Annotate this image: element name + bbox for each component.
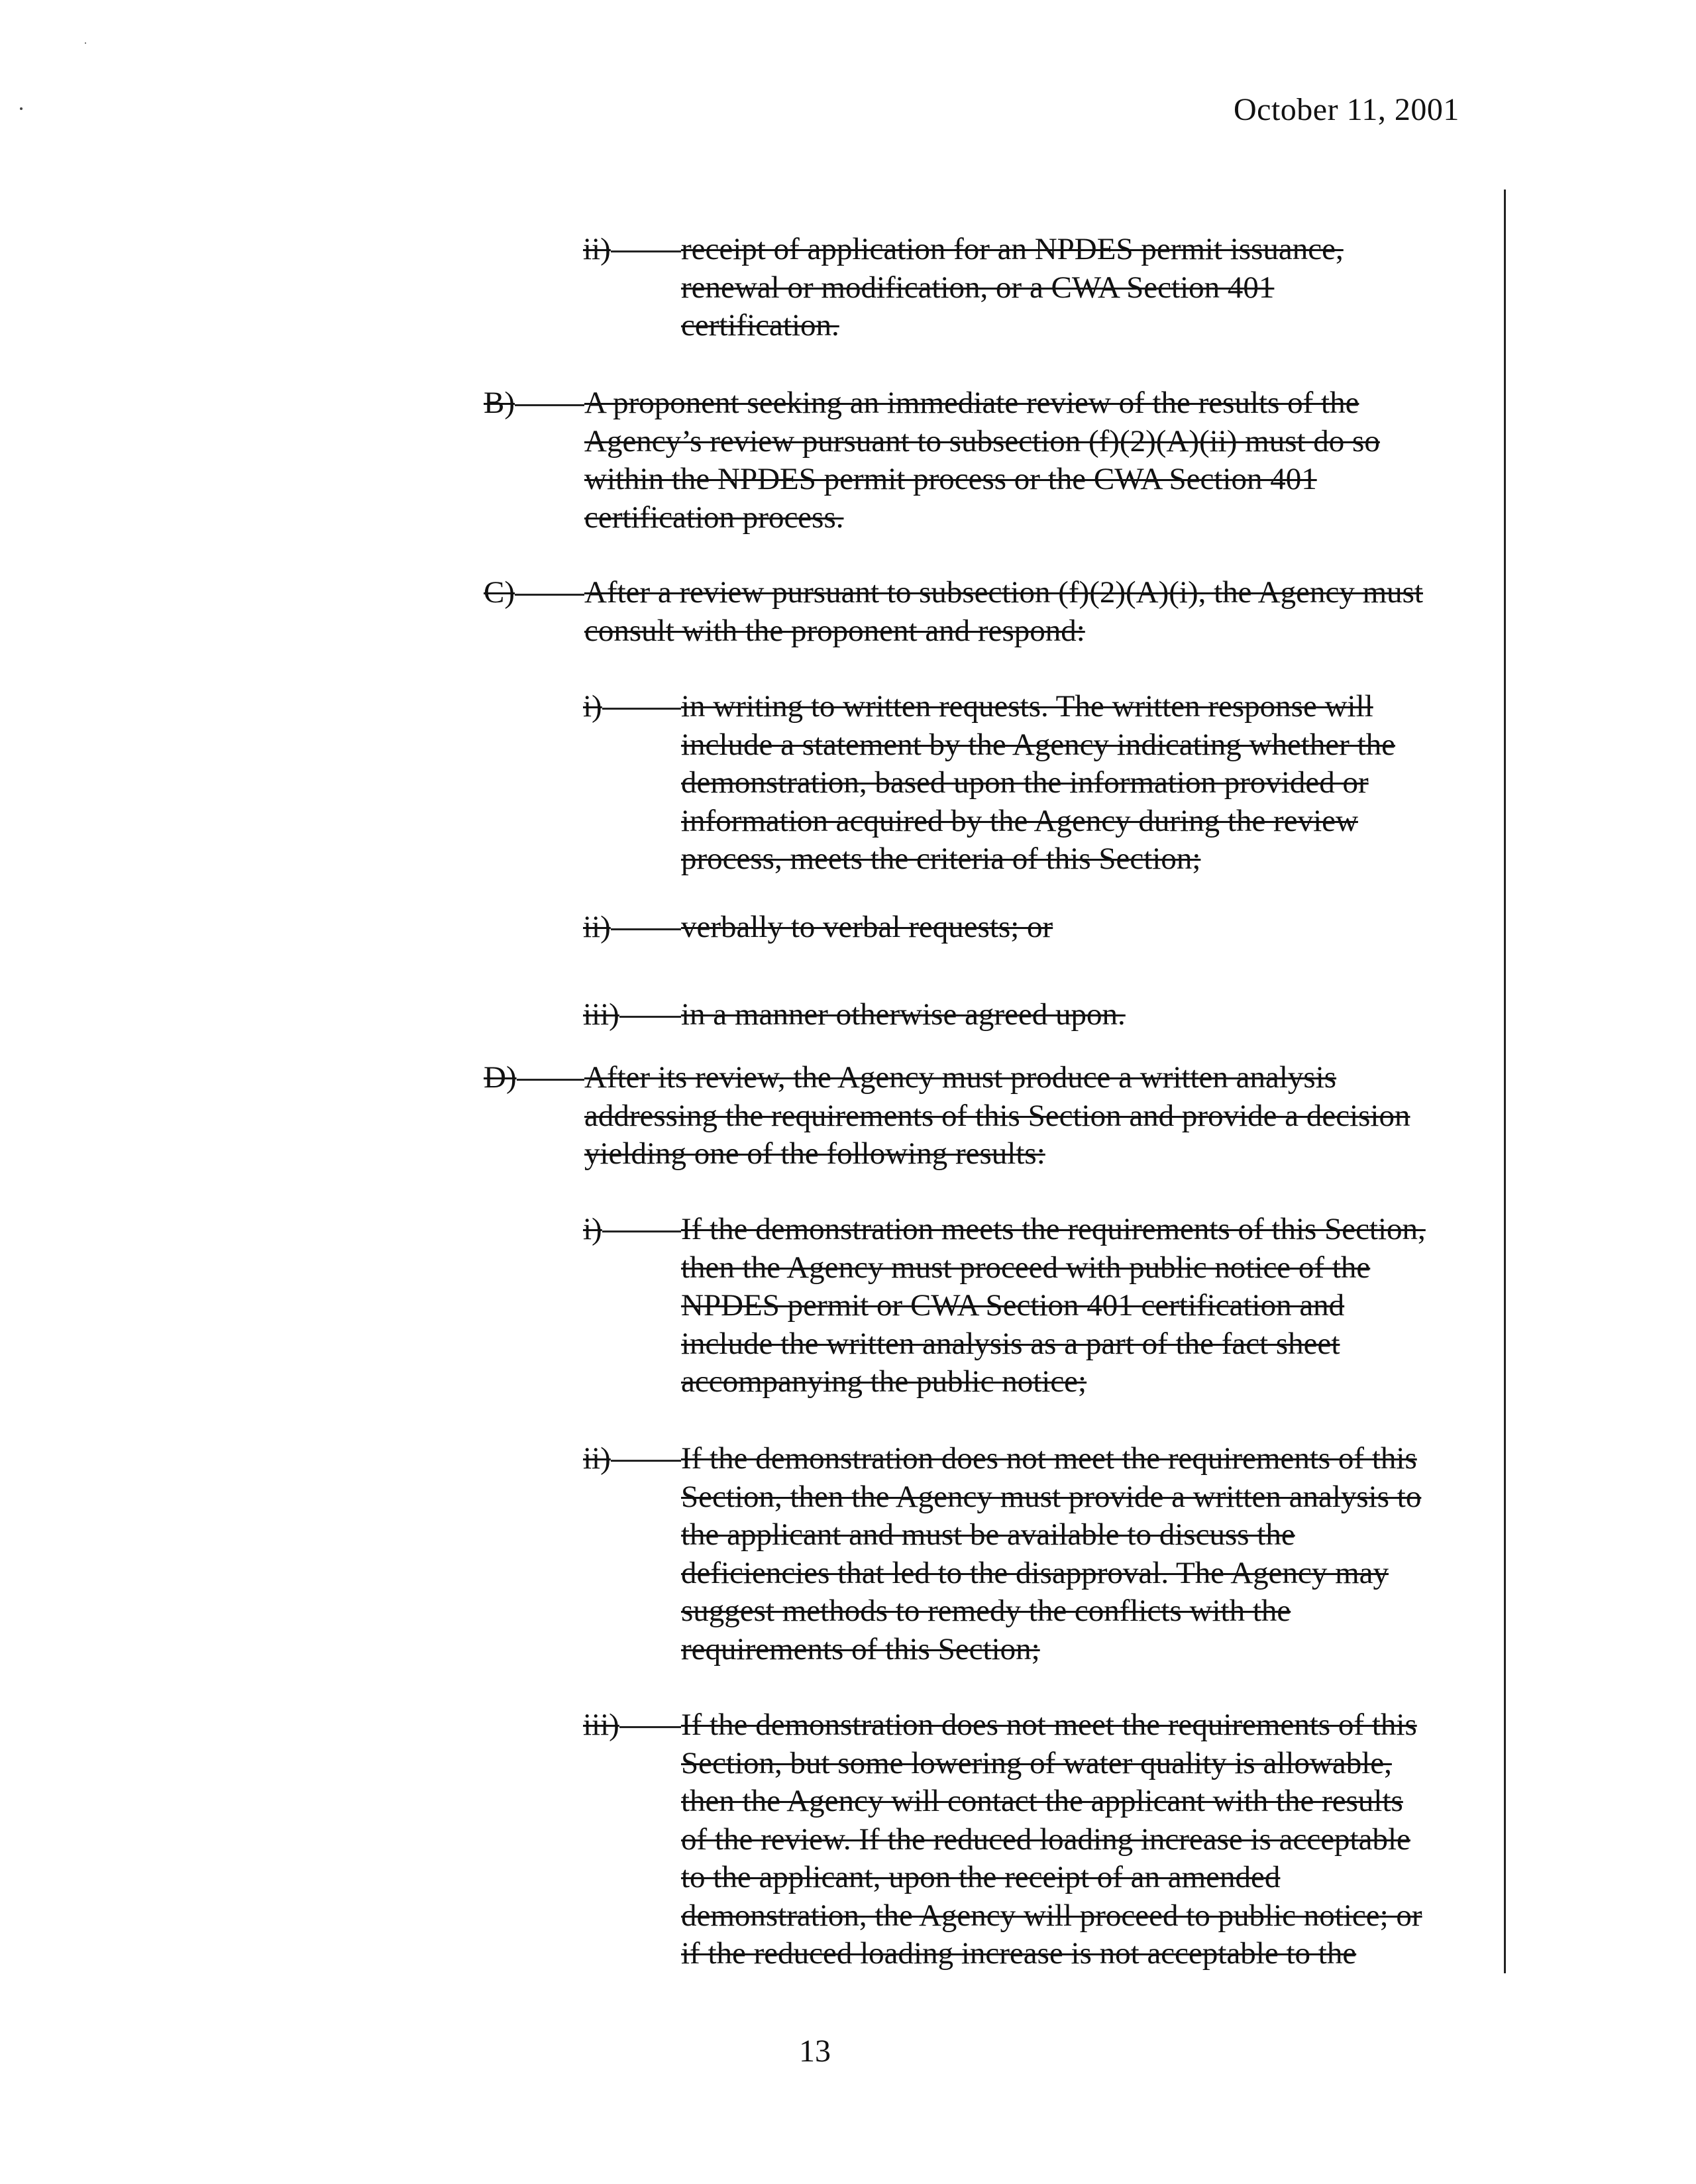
text-line: then the Agency will contact the applicant with the results [681, 1784, 1403, 1818]
list-marker: ii) [583, 1441, 611, 1476]
scan-speck [85, 42, 86, 44]
list-item-text [584, 1059, 1410, 1174]
text-line: If the demonstration does not meet the requirements of this [681, 1708, 1417, 1742]
text-line: certification. [681, 308, 839, 343]
text-line: If the demonstration meets the requirements of this Section, [681, 1212, 1426, 1246]
text-line: then the Agency must proceed with public notice of the [681, 1250, 1371, 1285]
text-line: verbally to verbal requests; or [681, 910, 1053, 944]
text-line: in writing to written requests. The written response will [681, 689, 1373, 724]
tab-strike-line [515, 404, 584, 406]
list-marker: i) [583, 689, 602, 724]
tab-strike-line [602, 1230, 681, 1232]
text-line: in a manner otherwise agreed upon. [681, 997, 1126, 1032]
text-line: renewal or modification, or a CWA Section 401 [681, 270, 1275, 305]
text-line: deficiencies that led to the disapproval. The Agency may [681, 1555, 1389, 1590]
text-line: consult with the proponent and respond: [584, 613, 1085, 648]
text-line: If the demonstration does not meet the requirements of this [681, 1441, 1417, 1476]
revision-change-bar [1504, 190, 1506, 1973]
text-line: within the NPDES permit process or the CWA Section 401 [584, 462, 1317, 496]
text-line: A proponent seeking an immediate review of the results of the [584, 386, 1359, 420]
text-line: After a review pursuant to subsection (f)(2)(A)(i), the Agency must [584, 575, 1423, 610]
tab-strike-line [619, 1726, 681, 1728]
list-marker: iii) [583, 1708, 619, 1742]
text-line: process, meets the criteria of this Section; [681, 842, 1201, 876]
text-line: certification process. [584, 500, 844, 535]
list-marker: D) [484, 1060, 517, 1095]
text-line: Section, then the Agency must provide a written analysis to [681, 1479, 1422, 1514]
tab-strike-line [611, 1460, 681, 1462]
list-marker: iii) [583, 997, 619, 1032]
list-marker: C) [484, 575, 515, 610]
list-item-text [681, 1706, 1422, 1973]
text-line: information acquired by the Agency during the review [681, 803, 1358, 838]
list-marker: B) [484, 386, 515, 420]
list-item-text [681, 996, 1126, 1034]
text-line: if the reduced loading increase is not acceptable to the [681, 1936, 1357, 1971]
list-item-text [584, 574, 1423, 650]
text-line: accompanying the public notice; [681, 1364, 1087, 1399]
list-item-text [681, 231, 1344, 345]
page-number: 13 [799, 2034, 831, 2069]
text-line: include a statement by the Agency indicating whether the [681, 727, 1396, 762]
text-line: demonstration, based upon the information provided or [681, 765, 1369, 800]
text-line: of the review. If the reduced loading increase is acceptable [681, 1822, 1410, 1857]
tab-strike-line [517, 1079, 584, 1081]
list-item-text [681, 1440, 1421, 1668]
text-line: yielding one of the following results: [584, 1136, 1045, 1171]
document-date: October 11, 2001 [1234, 92, 1459, 127]
text-line: to the applicant, upon the receipt of an amended [681, 1860, 1281, 1894]
tab-strike-line [602, 708, 681, 710]
text-line: suggest methods to remedy the conflicts with the [681, 1594, 1291, 1628]
list-marker: i) [583, 1212, 602, 1246]
list-marker: ii) [583, 232, 611, 266]
list-marker: ii) [583, 910, 611, 944]
text-line: Agency’s review pursuant to subsection (f)(2)(A)(ii) must do so [584, 423, 1380, 459]
text-line: Section, but some lowering of water quality is allowable, [681, 1745, 1392, 1780]
list-item-text [681, 688, 1395, 879]
text-line: requirements of this Section; [681, 1631, 1040, 1666]
tab-strike-line [515, 594, 584, 596]
text-line: addressing the requirements of this Section and provide a decision [584, 1098, 1410, 1133]
text-line: receipt of application for an NPDES permit issuance, [681, 232, 1344, 266]
text-line: After its review, the Agency must produce a written analysis [584, 1060, 1337, 1095]
list-item-text [584, 384, 1380, 537]
list-item-text [681, 1211, 1426, 1401]
scan-speck [20, 107, 23, 110]
text-line: the applicant and must be available to discuss the [681, 1517, 1295, 1552]
tab-strike-line [619, 1016, 681, 1018]
list-item-text [681, 908, 1053, 947]
tab-strike-line [611, 928, 681, 930]
text-line: demonstration, the Agency will proceed to public notice; or [681, 1898, 1422, 1933]
text-line: include the written analysis as a part of the fact sheet [681, 1326, 1340, 1361]
tab-strike-line [611, 250, 681, 252]
text-line: NPDES permit or CWA Section 401 certification and [681, 1288, 1345, 1323]
